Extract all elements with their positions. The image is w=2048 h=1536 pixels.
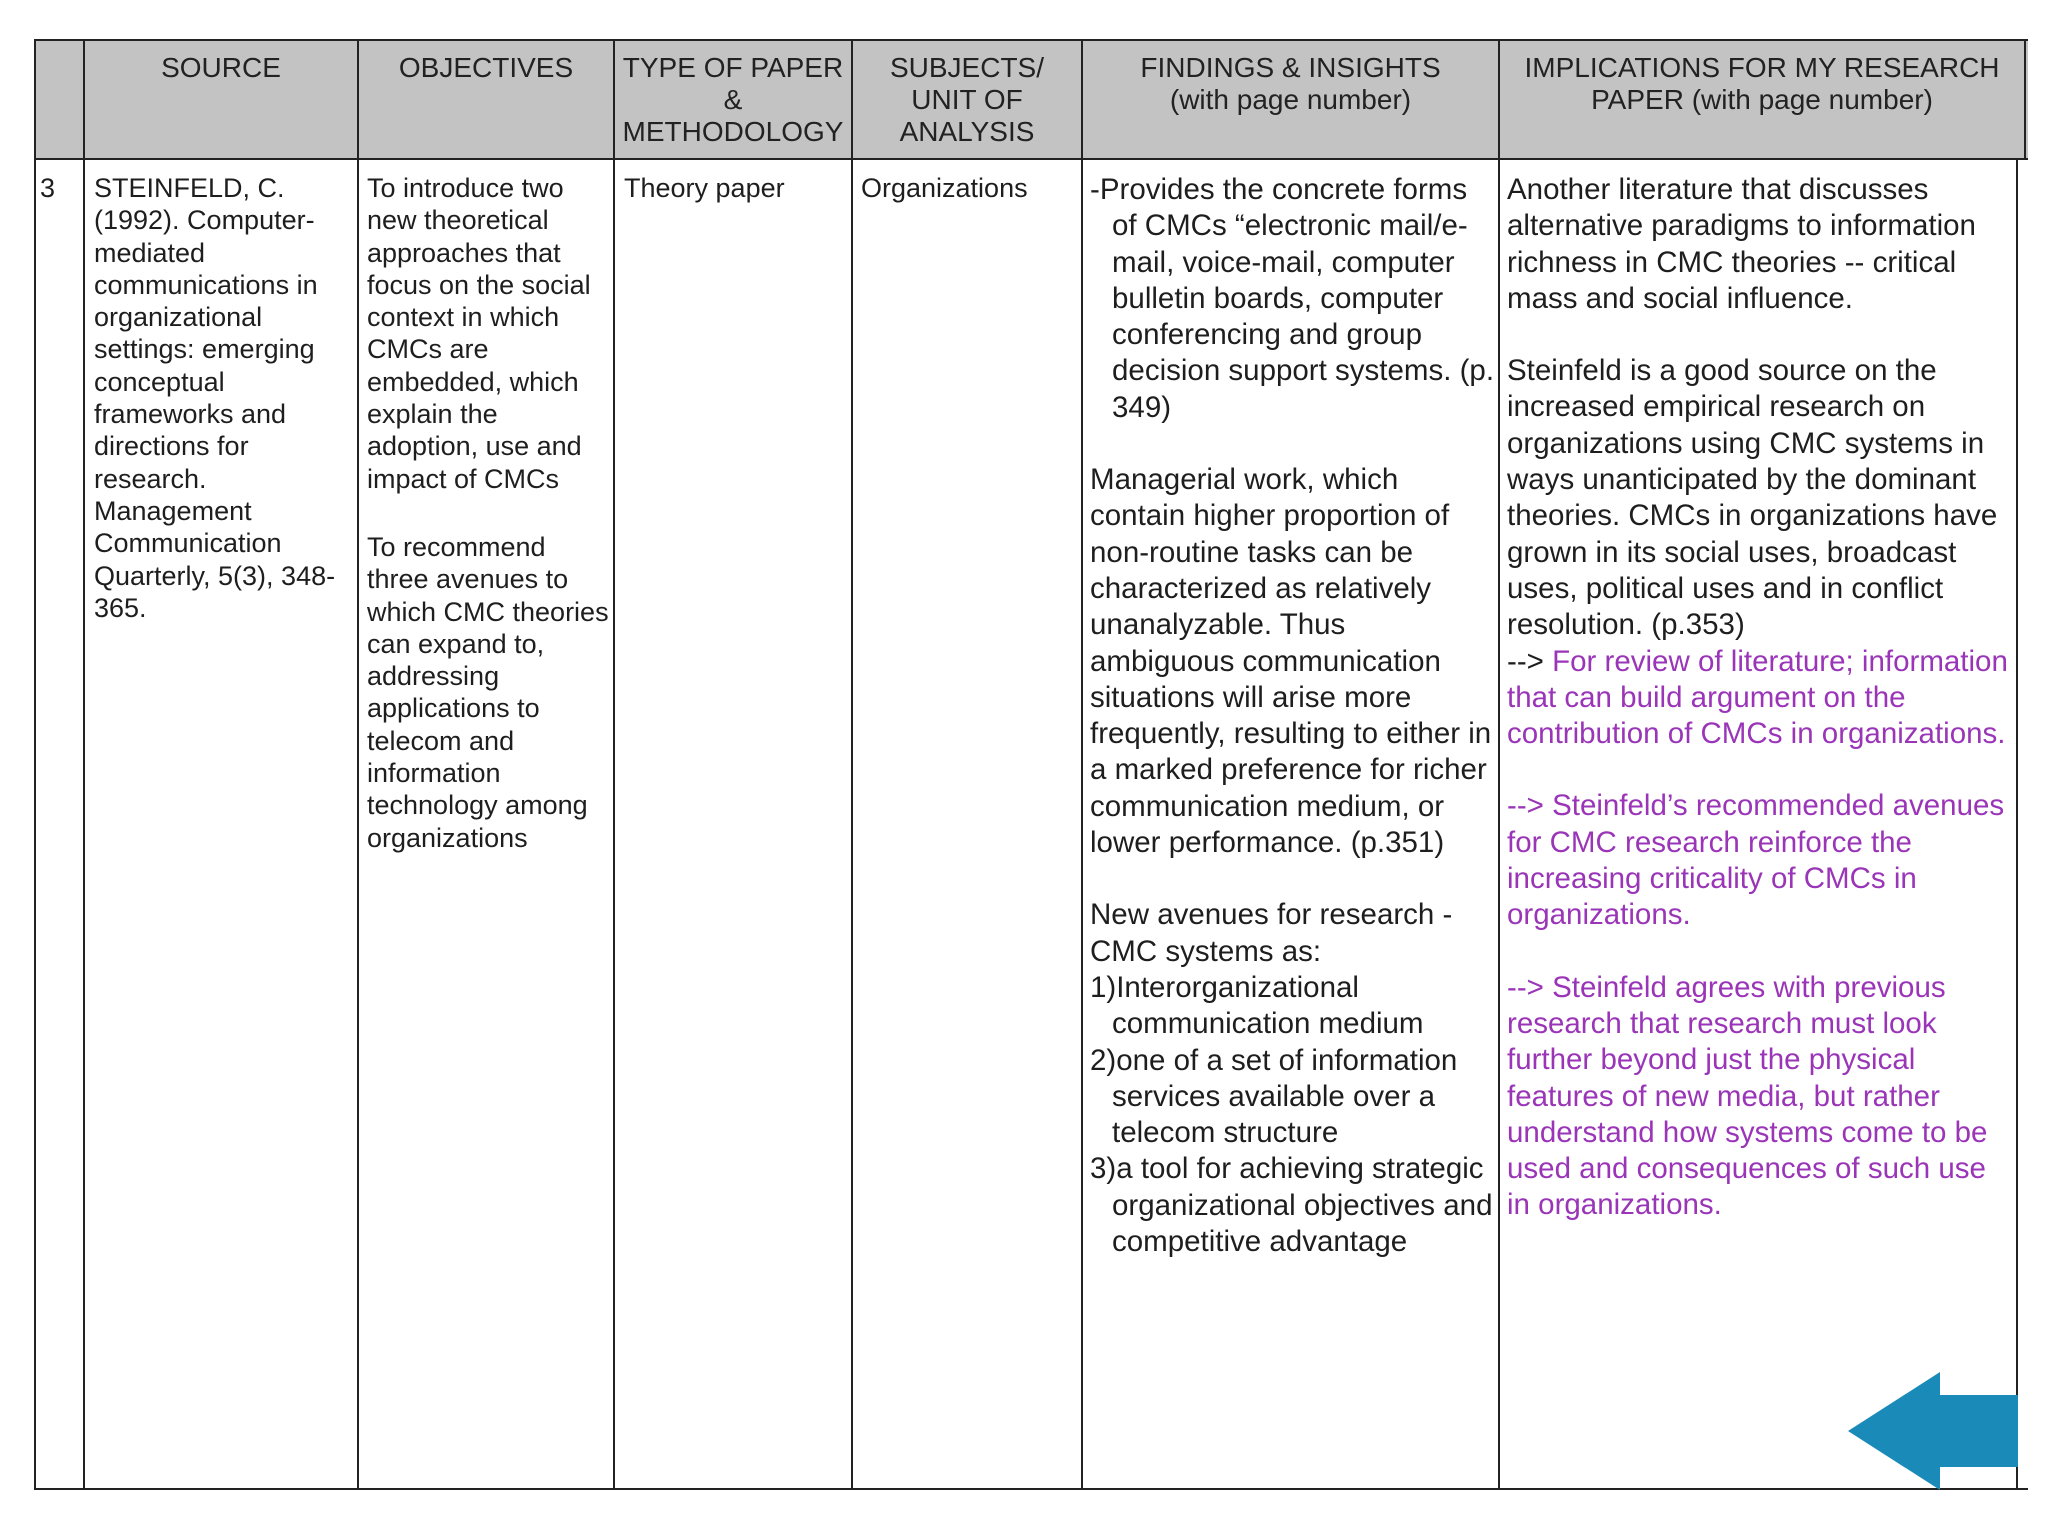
implications-note-2: --> Steinfeld’s recommended avenues for CMC research reinforce the increasing criticality of CMCs in organizations. <box>1507 789 2005 932</box>
header-implications <box>1500 52 2024 116</box>
paragraph-gap <box>1090 426 1495 462</box>
header-implications-line2: PAPER (with page number) <box>1591 84 1933 115</box>
note-1-text: For review of literature; information that can build argument on the contribution of CMCs in organizations. <box>1507 644 2008 751</box>
column-divider <box>1498 39 1500 1490</box>
header-subjects-line2: UNIT OF <box>911 84 1023 115</box>
header-type-line1: TYPE OF PAPER <box>622 52 844 83</box>
header-implications-line1: IMPLICATIONS FOR MY RESEARCH <box>1524 52 2000 83</box>
objective-1: To introduce two new theoretical approaches that focus on the social context in which CMCs are embedded, which explain the adoption, use and impact of CMCs <box>367 173 591 494</box>
type-of-paper: Theory paper <box>624 173 785 203</box>
header-source-label: SOURCE <box>161 52 281 83</box>
header-type-of-paper <box>615 52 851 148</box>
row-number: 3 <box>40 173 56 203</box>
findings-cell <box>1090 172 1495 1260</box>
findings-avenue-1: 1)Interorganizational communication medium <box>1090 970 1424 1041</box>
header-findings-line1: FINDINGS & INSIGHTS <box>1140 52 1441 83</box>
paragraph-gap <box>1090 861 1495 897</box>
table-top-border <box>34 39 2028 41</box>
note-arrow-text: --> <box>1507 644 1553 678</box>
paragraph-gap <box>1507 752 2015 788</box>
column-divider <box>357 39 359 1490</box>
subjects-unit-of-analysis: Organizations <box>861 173 1028 203</box>
header-bottom-border <box>34 158 2028 160</box>
column-divider <box>83 39 85 1490</box>
implications-note-3: --> Steinfeld agrees with previous research that research must look further beyond just the physical features of new media, but rather understand how systems come to be used and consequences of such use in organizations. <box>1507 970 1988 1222</box>
header-subjects-line3: ANALYSIS <box>899 116 1035 147</box>
header-objectives <box>359 52 613 84</box>
paragraph-gap <box>367 495 609 531</box>
header-type-line3: METHODOLOGY <box>622 116 844 147</box>
implications-paragraph-1: Another literature that discusses alternative paradigms to information richness in CMC theories -- critical mass and social influence. <box>1507 173 1976 315</box>
implications-paragraph-2: Steinfeld is a good source on the increased empirical research on organizations using CMC systems in ways unanticipated by the dominant theories. CMCs in organizations have grown in its social uses, broadcast uses, political uses and in conflict resolution. (p.353) <box>1507 354 1998 642</box>
table-right-border <box>2016 158 2018 1490</box>
objectives-cell <box>367 172 609 854</box>
header-objectives-label: OBJECTIVES <box>398 52 574 83</box>
findings-paragraph-1: -Provides the concrete forms of CMCs “electronic mail/e-mail, voice-mail, computer bulletin boards, computer conferencing and group decision support systems. (p. 349) <box>1090 173 1495 424</box>
column-divider <box>613 39 615 1490</box>
header-subjects <box>853 52 1081 148</box>
objective-2: To recommend three avenues to which CMC theories can expand to, addressing applications to telecom and information technology among organizations <box>367 531 609 853</box>
header-type-line2: & <box>723 84 743 115</box>
implications-cell <box>1507 172 2015 1224</box>
findings-paragraph-2: Managerial work, which contain higher proportion of non-routine tasks can be characterized as relatively unanalyzable. Thus ambiguous communication situations will arise more frequently, resulting to either in a marked preference for richer communication medium, or lower performance. (p.351) <box>1090 463 1492 860</box>
header-source <box>85 52 357 84</box>
table-left-border <box>34 39 36 1490</box>
findings-avenue-2: 2)one of a set of information services available over a telecom structure <box>1090 1043 1458 1150</box>
table-right-border <box>2024 39 2026 160</box>
header-findings-line2: (with page number) <box>1169 84 1412 115</box>
column-divider <box>1081 39 1083 1490</box>
findings-avenues-intro: New avenues for research - CMC systems as: <box>1090 898 1453 968</box>
table-bottom-border <box>34 1488 2028 1490</box>
implications-note-1 <box>1507 644 2015 753</box>
source-citation: STEINFELD, C. (1992). Computer-mediated communications in organizational settings: emerging conceptual frameworks and directions for research. Management Communication Quarterly, 5(3), 348-365. <box>94 173 336 623</box>
left-arrow-icon[interactable] <box>1848 1372 2018 1490</box>
header-findings <box>1083 52 1498 116</box>
paragraph-gap <box>1507 934 2015 970</box>
header-subjects-line1: SUBJECTS/ <box>889 52 1045 83</box>
paragraph-gap <box>1507 317 2015 353</box>
column-divider <box>851 39 853 1490</box>
findings-avenue-3: 3)a tool for achieving strategic organizational objectives and competitive advantage <box>1090 1152 1493 1259</box>
